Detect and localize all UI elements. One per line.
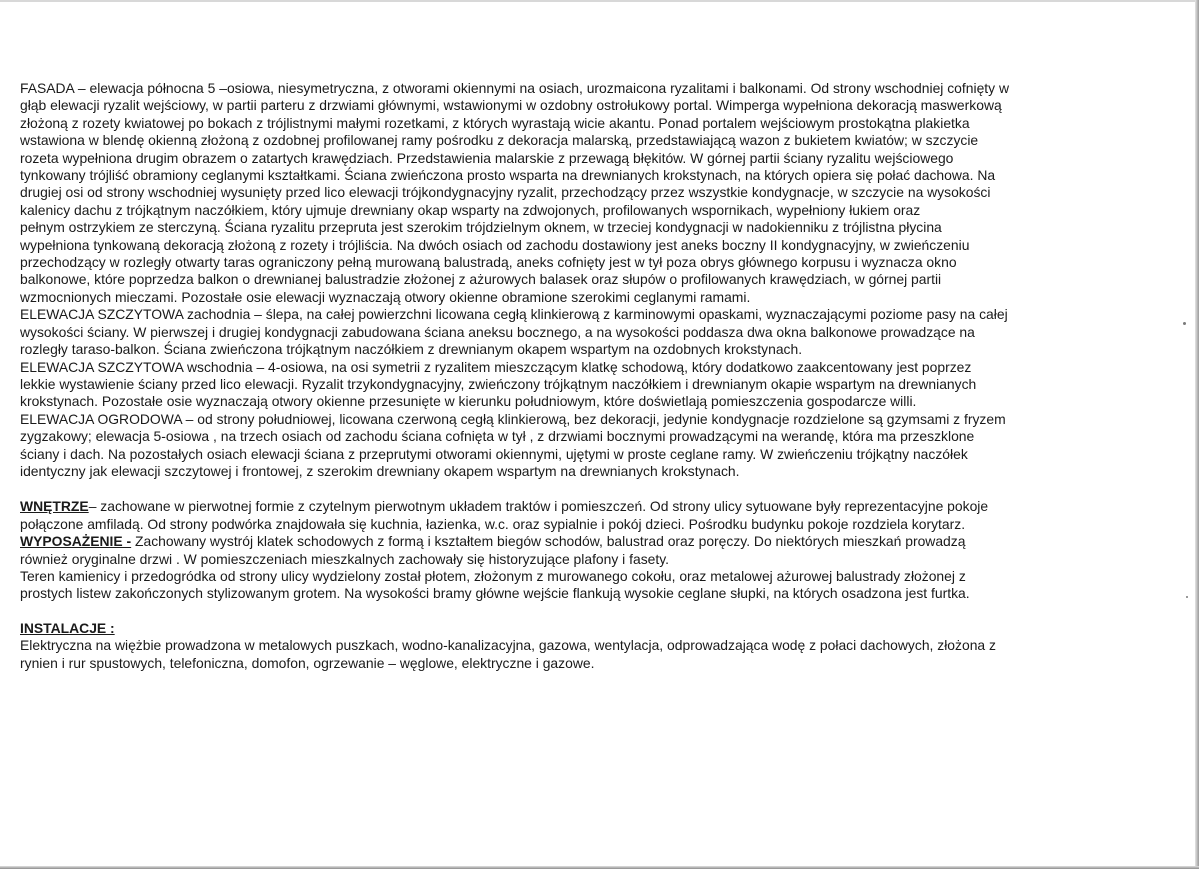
text-line: również oryginalne drzwi . W pomieszczeniach mieszkalnych zachowały się historyzujące plafony i fasety. xyxy=(20,550,670,567)
equipment-text: Zachowany wystrój klatek schodowych z formą i kształtem biegów schodów, balustrad oraz poręczy. Do niektórych mieszkań prowadzą xyxy=(131,533,966,550)
text-line: zygzakowy; elewacja 5-osiowa , na trzech osiach od zachodu ściana cofnięta w tył , z drzwiami bocznymi prowadzącymi na werandę, która ma przeszklone xyxy=(20,428,975,445)
text-line: lekkie wystawienie ściany przed lico elewacji. Ryzalit trzykondygnacyjny, zwieńczony trójkątnym naczółkiem i drewnianym okapie wspartym na drewnianych xyxy=(20,375,977,392)
text-line: drugiej osi od strony wschodniej wysunięty przed lico elewacji trójkondygnacyjny ryzalit, przechodzący przez wszystkie kondygnacje, w szczycie na wysokości xyxy=(20,184,991,201)
text-line: ściany i dach. Na pozostałych osiach elewacji ściana z przeprutymi otworami okiennymi, ujętymi w proste ceglane ramy. W zwieńczeniu trójkątny naczółek xyxy=(20,445,968,462)
text-line: tynkowany trójliść obramiony ceglanymi kształtkami. Ściana zwieńczona prosto wsparta na drewnianych krokstynach, na których opiera się połać dachowa. Na xyxy=(20,167,996,184)
text-line: połączone amfiladą. Od strony podwórka znajdowała się kuchnia, łazienka, w.c. oraz sypialnie i pokój dzieci. Pośrodku budynku pokoje rozdziela korytarz. xyxy=(20,515,966,532)
interior-text: – zachowane w pierwotnej formie z czytelnym pierwotnym układem traktów i pomieszczeń. Od strony ulicy sytuowane były reprezentacyjne pokoje xyxy=(88,498,989,515)
installations-heading: INSTALACJE : xyxy=(20,619,115,636)
text-line: prostych listew zakończonych stylizowanym grotem. Na wysokości bramy główne wejście flankują wysokie ceglane słupki, na których osadzona jest furtka. xyxy=(20,585,970,602)
interior-heading: WNĘTRZE xyxy=(20,498,89,515)
scan-speck xyxy=(1183,322,1186,325)
text-line xyxy=(20,620,1180,637)
text-line xyxy=(20,533,1180,550)
text-line: ELEWACJA SZCZYTOWA wschodnia – 4-osiowa, na osi symetrii z ryzalitem mieszczącym klatkę schodową, który dodatkowo zaakcentowany jest poprzez xyxy=(20,358,972,375)
text-line: FASADA – elewacja północna 5 –osiowa, niesymetryczna, z otworami okiennymi na osiach, urozmaicona ryzalitami i balkonami. Od strony wschodniej cofnięty w xyxy=(20,80,1010,96)
scan-top-edge xyxy=(0,0,1199,2)
text-line: złożoną z rozety kwiatowej po bokach z trójlistnymi małymi rozetkami, z których wyrastają wicie akantu. Ponad portalem wejściowym prostokątna plakietka xyxy=(20,114,970,131)
scan-speck xyxy=(1186,596,1188,598)
text-line: głąb elewacji ryzalit wejściowy, w partii parteru z drzwiami głównymi, wstawionymi w ozdobny ostrołukowy portal. Wimperga wypełniona dekoracją maswerkową xyxy=(20,97,1002,114)
text-line: balkonowe, które poprzedza balkon o drewnianej balustradzie złożonej z ażurowych balasek oraz słupów o profilowanych krawędziach, w górnej partii xyxy=(20,271,942,288)
text-line xyxy=(20,498,1180,515)
equipment-heading: WYPOSAŻENIE - xyxy=(20,533,132,550)
paragraph-gap xyxy=(20,480,1180,498)
text-line: pełnym ostrzykiem ze sterczyną. Ściana ryzalitu przepruta jest szerokim trójdzielnym oknem, w trzeciej kondygnacji w nadokienniku z trójlistna płycina xyxy=(20,219,942,236)
scan-right-edge xyxy=(1195,0,1199,869)
document-body xyxy=(20,80,1180,672)
text-line: rozległy taraso-balkon. Ściana zwieńczona trójkątnym naczółkiem z drewnianym okapem wspartym na ozdobnych krokstynach. xyxy=(20,341,803,358)
text-line: wypełniona tynkowaną dekoracją złożoną z rozety i trójliścia. Na dwóch osiach od zachodu dostawiony jest aneks boczny II kondygnacyjny, w zwieńczeniu xyxy=(20,236,970,253)
text-line: rozeta wypełniona drugim obrazem o zatartych krawędziach. Przedstawienia malarskie z przewagą błękitów. W górnej partii ściany ryzalitu wejściowego xyxy=(20,149,954,166)
installations-section xyxy=(20,620,1180,672)
text-line: Teren kamienicy i przedogródka od strony ulicy wydzielony został płotem, złożonym z murowanego cokołu, oraz metalowej ażurowej balustrady złożonej z xyxy=(20,567,966,584)
text-line: ELEWACJA OGRODOWA – od strony południowej, licowana czerwoną cegłą klinkierową, bez dekoracji, jedynie kondygnacje rozdzielone są gzymsami z fryzem xyxy=(20,410,1006,427)
text-line: ELEWACJA SZCZYTOWA zachodnia – ślepa, na całej powierzchni licowana cegłą klinkierową z karminowymi opaskami, wyznaczającymi poziome pasy na całej xyxy=(20,306,1008,323)
text-line: kalenicy dachu z trójkątnym naczółkiem, który ujmuje drewniany okap wsparty na zdwojonych, profilowanych wspornikach, wypełniony łukiem oraz xyxy=(20,201,921,218)
text-line: Elektryczna na więżbie prowadzona w metalowych puszkach, wodno-kanalizacyjna, gazowa, wentylacja, odprowadzająca wodę z połaci dachowych, złożona z xyxy=(20,637,996,654)
paragraph-gap xyxy=(20,603,1180,620)
text-line: rynien i rur spustowych, telefoniczna, domofon, ogrzewanie – węglowe, elektryczne i gazowe. xyxy=(20,654,595,671)
text-line: przechodzący w rozległy otwarty taras ograniczony pełną murowaną balustradą, aneks cofnięty jest w tył poza obrys głównego korpusu i wyznacza okno xyxy=(20,254,957,271)
text-line: wstawiona w blendę okienną złożoną z ozdobnej profilowanej ramy pośrodku z dekoracja malarską, przedstawiającą wazon z bukietem kwiatów; w szczycie xyxy=(20,132,979,149)
text-line: krokstynach. Pozostałe osie wyznaczają otwory okienne przesunięte w kierunku południowym, które doświetlają pomieszczenia gospodarcze willi. xyxy=(20,393,917,410)
facade-section xyxy=(20,80,1180,480)
text-line: wysokości ściany. W pierwszej i drugiej kondygnacji zabudowana ściana aneksu bocznego, a na wysokości poddasza dwa okna balkonowe prowadzące na xyxy=(20,323,975,340)
text-line: wzmocnionych mieczami. Pozostałe osie elewacji wyznaczają otwory okienne obramione szerokimi ceglanymi ramami. xyxy=(20,288,751,305)
interior-section xyxy=(20,498,1180,602)
text-line: identyczny jak elewacji szczytowej i frontowej, z szerokim drewniany okapem wspartym na drewnianych krokstynach. xyxy=(20,462,740,479)
